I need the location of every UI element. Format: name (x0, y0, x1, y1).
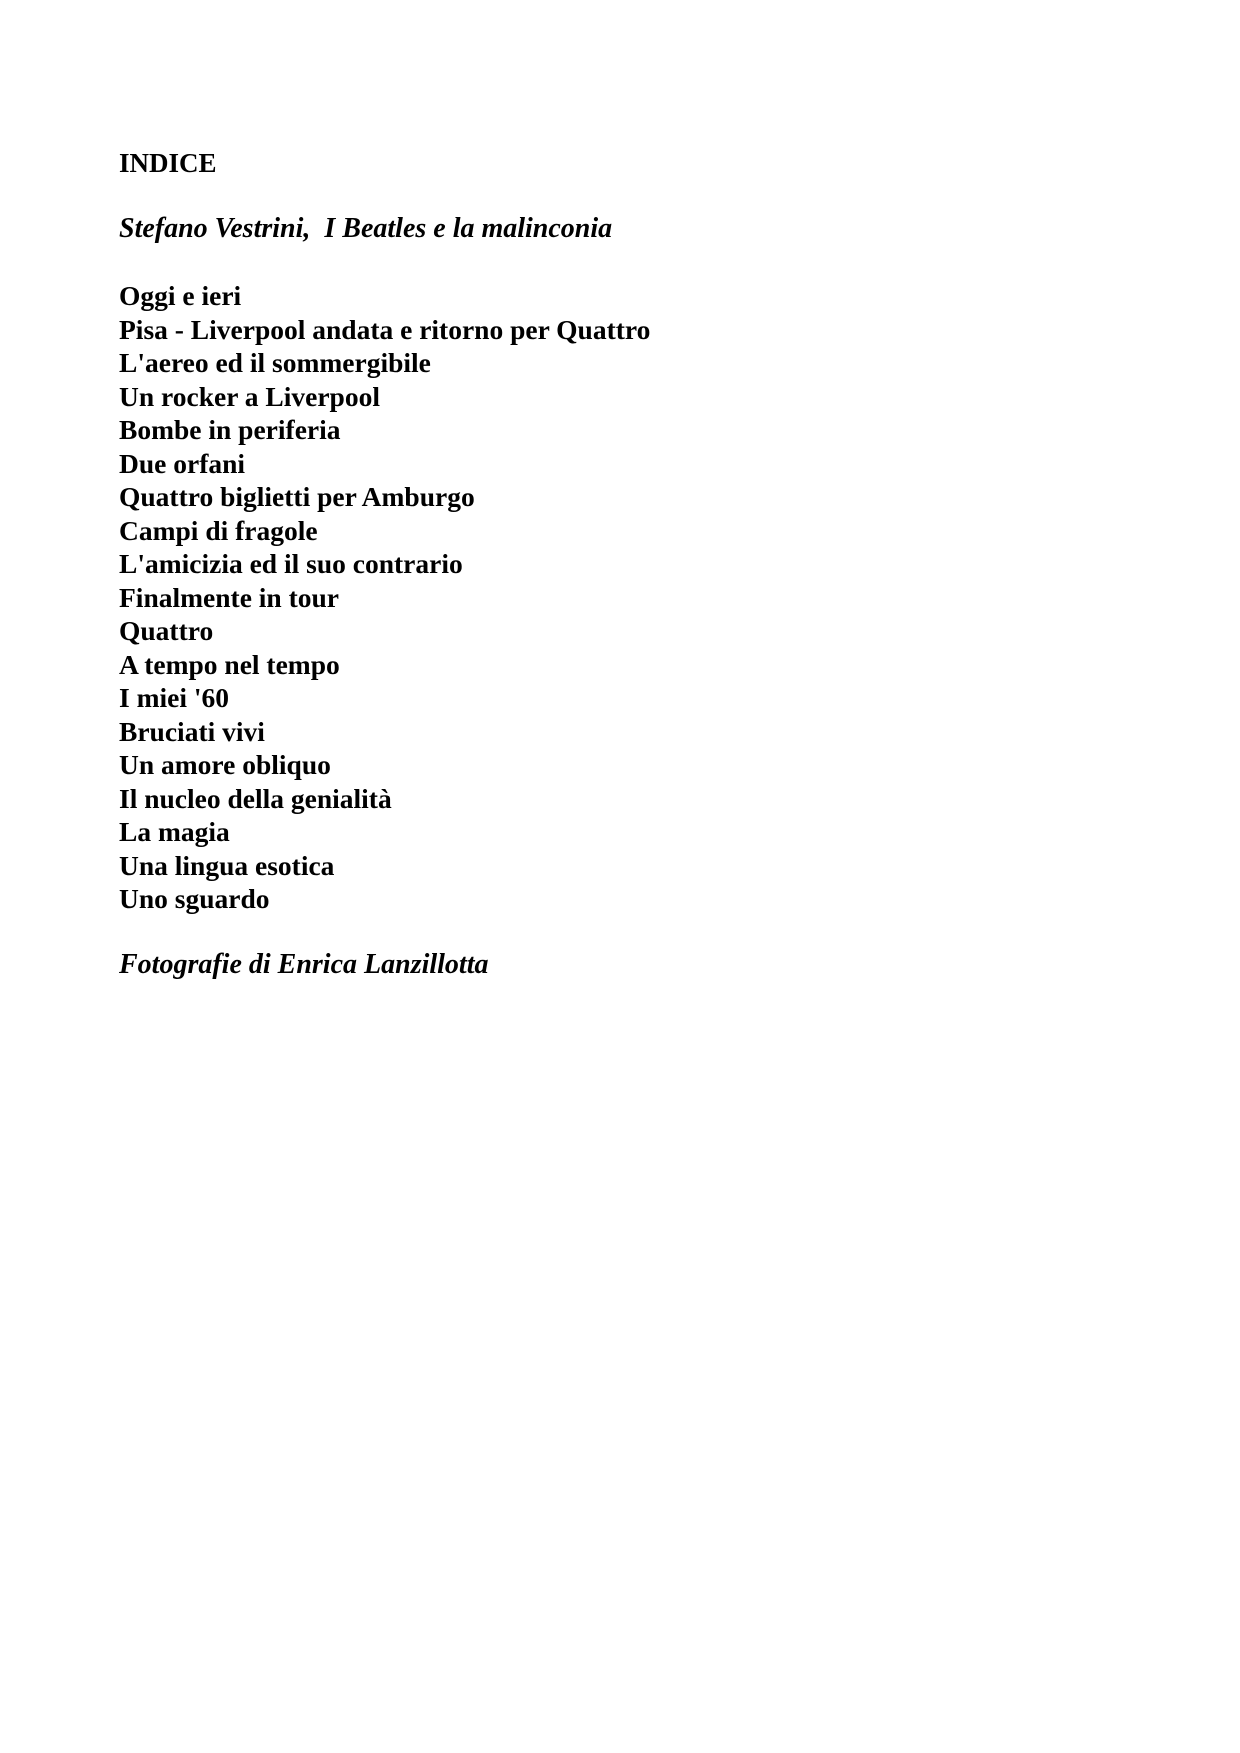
toc-entry: Quattro biglietti per Amburgo (119, 481, 475, 512)
toc-entry: Finalmente in tour (119, 581, 339, 613)
index-content (119, 146, 650, 982)
toc-entry: Quattro (119, 615, 214, 646)
toc-entry: A tempo nel tempo (119, 648, 340, 680)
toc-entry: Oggi e ieri (119, 280, 242, 311)
toc-entry: L'aereo ed il sommergibile (119, 347, 431, 378)
toc-entry: Bruciati vivi (119, 715, 265, 747)
toc-entry: Campi di fragole (119, 514, 318, 546)
toc-entry: Bombe in periferia (119, 414, 341, 445)
toc-entry: Pisa - Liverpool andata e ritorno per Quattro (119, 313, 651, 345)
toc-entry: Una lingua esotica (119, 849, 335, 881)
table-of-contents (119, 279, 650, 916)
author-and-title: Stefano Vestrini, I Beatles e la malinconia (119, 213, 613, 244)
page-title: INDICE (119, 148, 217, 178)
toc-entry: L'amicizia ed il suo contrario (119, 548, 463, 579)
toc-entry: Uno sguardo (119, 883, 270, 914)
toc-entry: I miei '60 (119, 682, 229, 713)
photo-credits: Fotografie di Enrica Lanzillotta (119, 948, 489, 980)
toc-entry: Il nucleo della genialità (119, 782, 392, 814)
toc-entry: La magia (119, 816, 230, 847)
toc-entry: Un rocker a Liverpool (119, 380, 380, 412)
toc-entry: Un amore obliquo (119, 749, 331, 780)
toc-entry: Due orfani (119, 447, 246, 479)
